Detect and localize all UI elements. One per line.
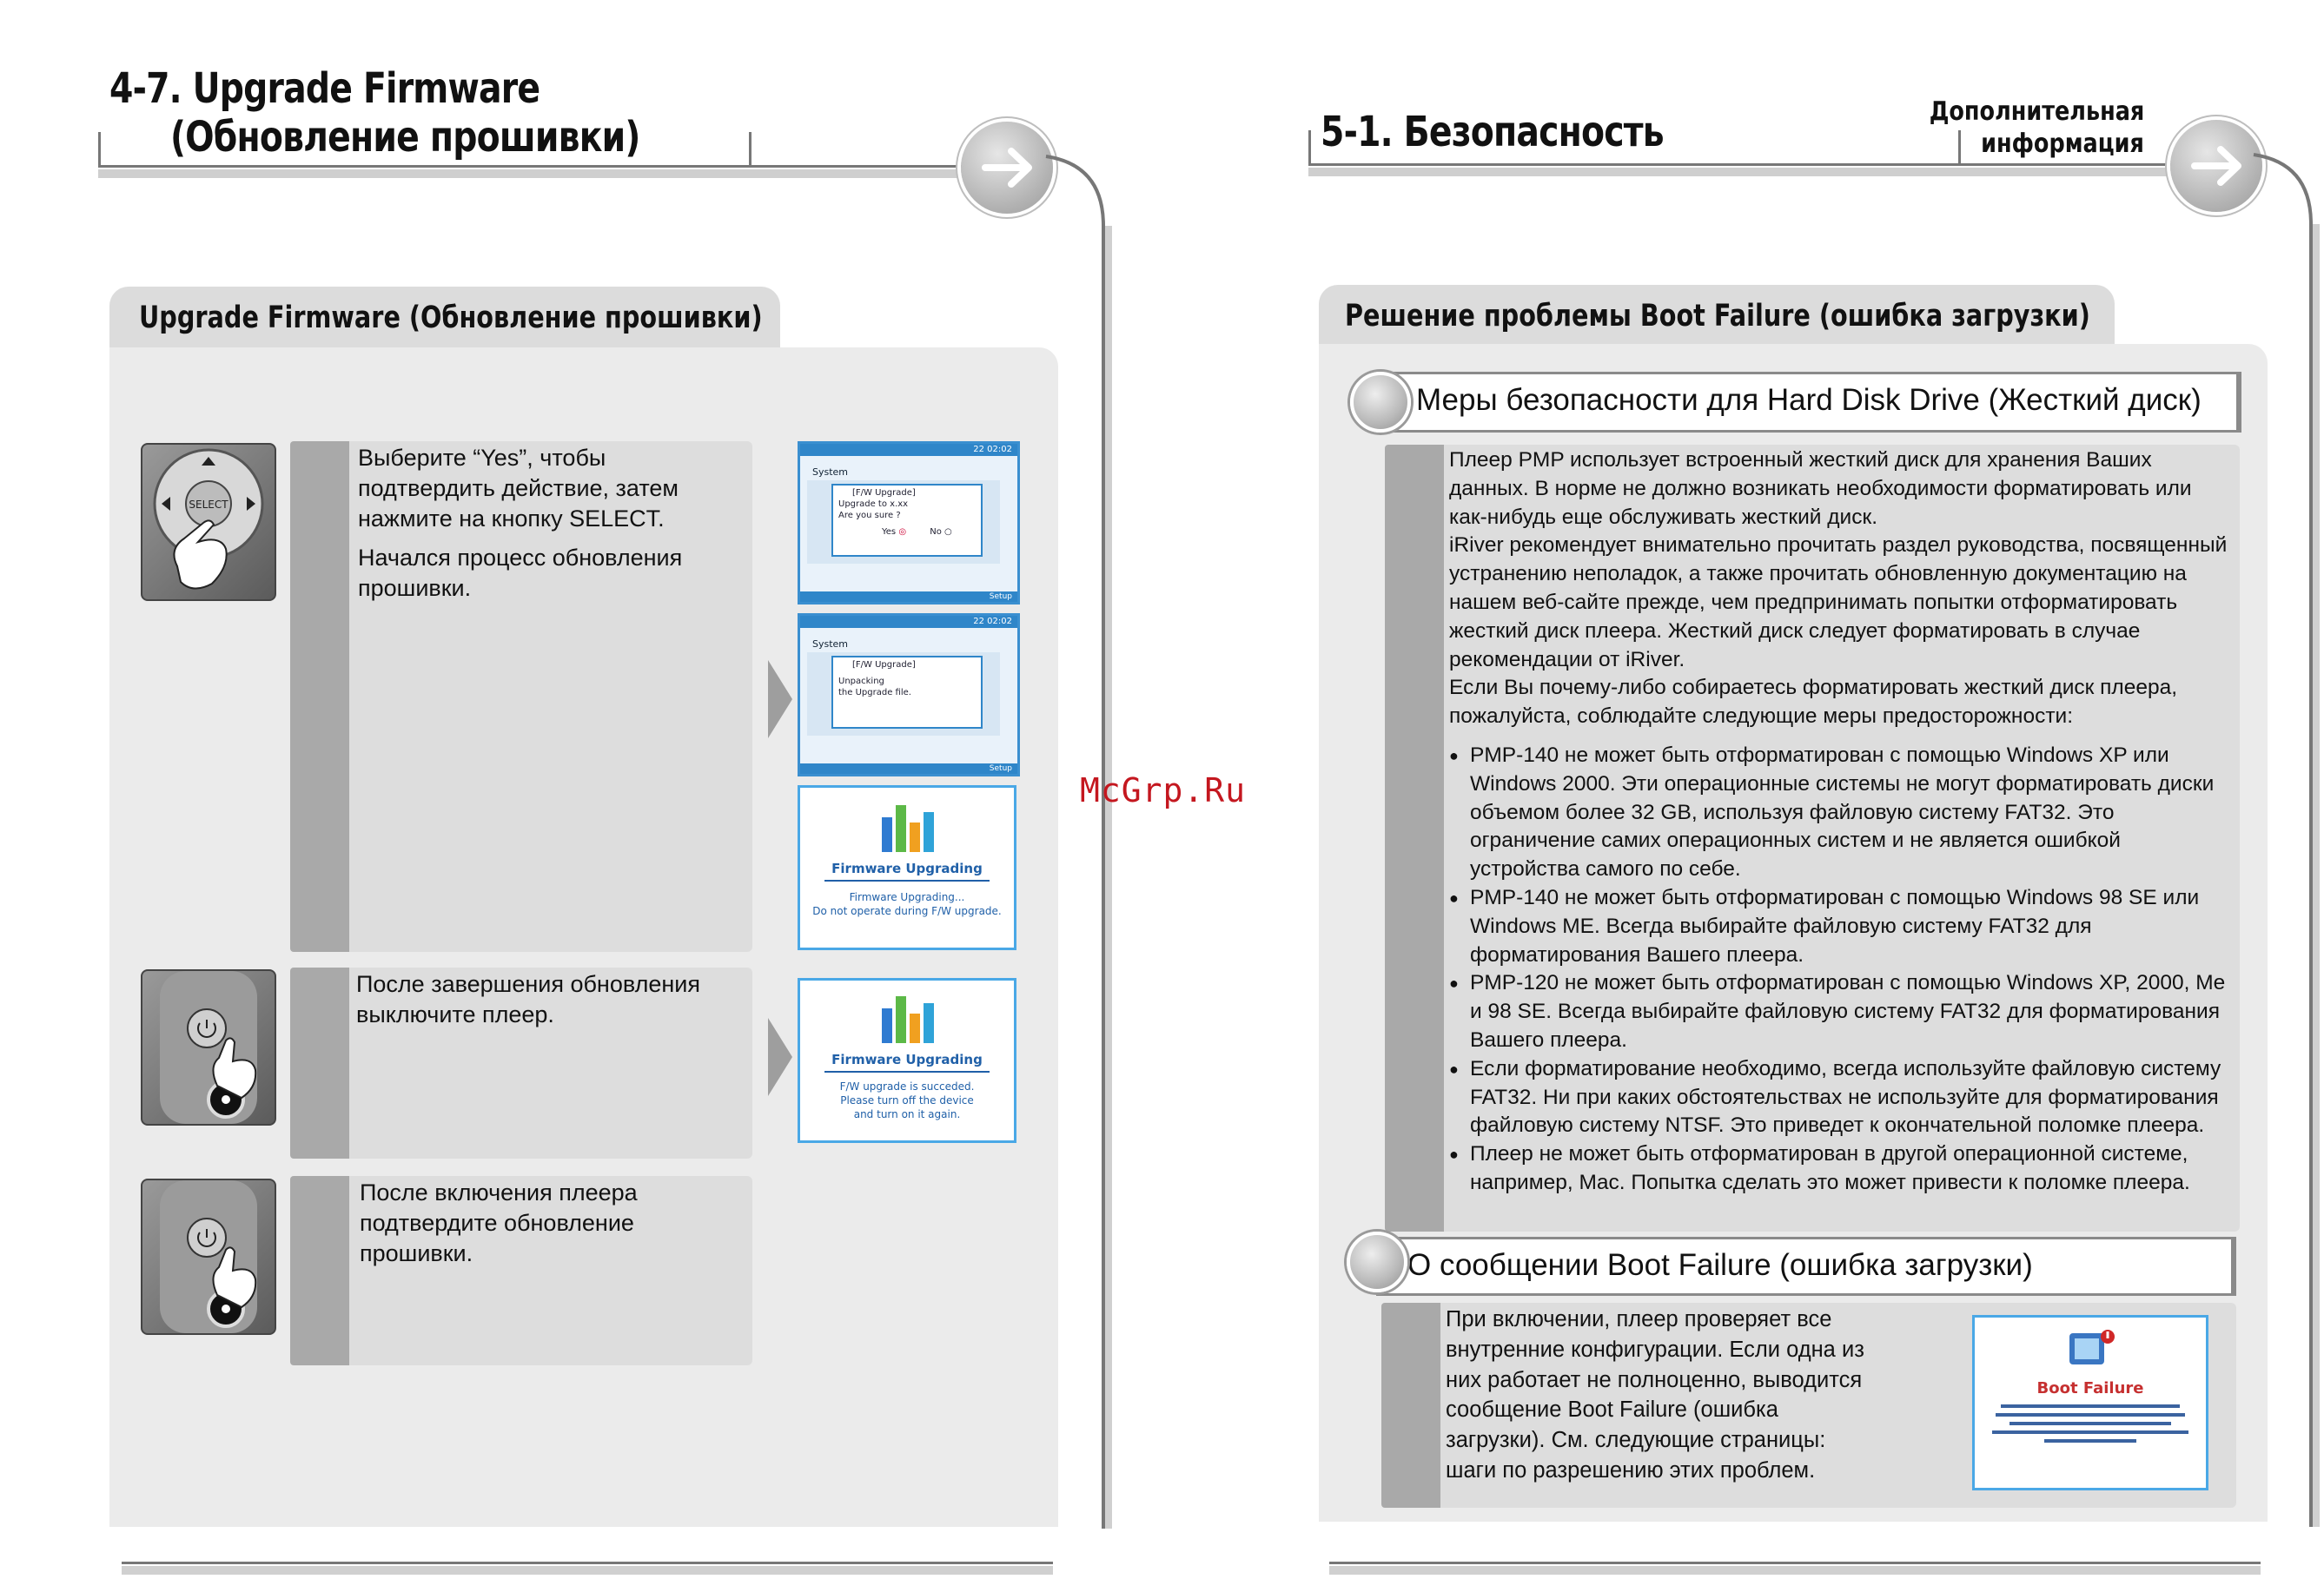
right-footer-rule [1329, 1562, 2261, 1564]
precautions-list [1449, 742, 2231, 1198]
step-3-strip [290, 1176, 349, 1365]
screen1-status: 22 02:02 [800, 444, 1017, 456]
left-header-tick-2 [749, 132, 751, 167]
left-page [0, 0, 1121, 1579]
section-1-para-2: iRiver рекомендует внимательно прочитать раздел руководства, посвященный устранению неполадок, а также прочитать обновленную документацию на нашем веб-сайте прежде, чем предпринимать попытки отформатировать жесткий диск плеера. Жесткий диск следует форматировать в случае рекомендации от iRiver. [1449, 533, 2228, 671]
step-1-text: Выберите “Yes”, чтобы подтвердить действие, затем нажмите на кнопку SELECT. [358, 445, 679, 532]
fw-success-screen [798, 978, 1016, 1143]
screen2-dialog-title: [F/W Upgrade] [852, 660, 916, 670]
step-2-box [290, 968, 752, 1159]
left-footer-shadow [122, 1566, 1053, 1575]
screen4-line1: F/W upgrade is succeded. [839, 1080, 975, 1093]
section-1-text [1449, 446, 2231, 1198]
right-page-title: 5-1. Безопасность [1321, 108, 1664, 156]
device-select-illustration [141, 443, 276, 601]
watermark: McGrp.Ru [1080, 771, 1247, 809]
bar-chart-icon-2 [877, 988, 937, 1048]
screen3-line1: Firmware Upgrading... [849, 891, 965, 903]
device-power-illustration [141, 969, 276, 1126]
fw-unpacking-screen [798, 613, 1020, 776]
screen2-line2: the Upgrade file. [838, 688, 911, 697]
left-header-rule [98, 165, 967, 168]
left-page-title-line2: (Обновление прошивки) [170, 113, 640, 162]
right-header-rule [1308, 163, 2177, 166]
warning-device-icon [2064, 1326, 2116, 1375]
section-2-strip [1381, 1303, 1440, 1508]
right-category-line1: Дополнительная [1929, 96, 2144, 127]
precaution-item: ● PMP-140 не может быть отформатирован с помощью Windows 98 SE или Windows ME. Всегда выбирайте файловую систему FAT32 для форматирования Вашего плеера. [1449, 884, 2231, 969]
right-footer-shadow [1329, 1566, 2261, 1575]
step-2-strip [290, 968, 349, 1159]
right-header-shadow [1308, 168, 2177, 176]
fw-upgrading-screen [798, 785, 1016, 950]
device-select-label: SELECT [189, 499, 228, 511]
screen1-footer: Setup [800, 591, 1017, 602]
screen2-footer: Setup [800, 763, 1017, 774]
screen1-menu-title: System [812, 466, 849, 478]
precaution-item: ● Плеер не может быть отформатирован в другой операционной системе, например, Mac. Попытка сделать это может привести к поломке плеера. [1449, 1140, 2231, 1198]
section-2-text: При включении, плеер проверяет все внутренние конфигурации. Если одна из них работает не полноценно, выводится сообщение Boot Failure (ошибка загрузки). См. следующие страницы: шаги по разрешению этих проблем. [1446, 1307, 1864, 1483]
screen1-line1: Upgrade to x.xx [838, 499, 909, 509]
section-2-box [1381, 1303, 2236, 1508]
right-category-line2: информация [1981, 129, 2144, 159]
left-panel-tab [109, 287, 780, 349]
step-1-box [290, 441, 752, 952]
section-2-bullet-icon [1347, 1232, 1407, 1292]
step-2-arrow-icon [768, 1018, 792, 1096]
screen1-no-option[interactable]: No [930, 527, 942, 537]
screen4-title: Firmware Upgrading [831, 1052, 983, 1067]
boot-failure-title: Boot Failure [2036, 1379, 2144, 1397]
screen2-line1: Unpacking [838, 677, 884, 686]
section-1-heading-bar [1381, 372, 2241, 433]
step-2-text: После завершения обновления выключите плеер. [356, 971, 700, 1027]
screen4-line3: and turn on it again. [853, 1108, 961, 1120]
fw-confirm-screen [798, 441, 1020, 605]
section-1-strip [1385, 445, 1444, 1232]
left-panel-title: Upgrade Firmware (Обновление прошивки) [139, 301, 763, 335]
step-3-text: После включения плеера подтвердите обновление прошивки. [360, 1179, 638, 1266]
right-header-tick [1308, 130, 1311, 165]
screen1-line2: Are you sure ? [838, 511, 901, 520]
screen4-line2: Please turn off the device [840, 1094, 974, 1107]
screen1-dialog: [F/W Upgrade] Upgrade to x.xx Are you sure ? Yes ◎ No ○ [831, 484, 983, 557]
screen2-dialog [831, 656, 983, 729]
precaution-item: ● Если форматирование необходимо, всегда используйте файловую систему FAT32. Ни при каких обстоятельствах не используйте для форматирования файловую систему NTSF. Это приведет к окончательной поломке плеера. [1449, 1055, 2231, 1140]
section-1-para-3: Если Вы почему-либо собираетесь форматировать жесткий диск плеера, пожалуйста, соблюдайте следующие меры предосторожности: [1449, 676, 2178, 729]
section-1-bullet-icon [1350, 372, 1411, 433]
step-1-strip [290, 441, 349, 952]
section-2-heading-bar [1376, 1237, 2236, 1296]
step-3-box [290, 1176, 752, 1365]
section-1-para-1: Плеер PMP использует встроенный жесткий диск для хранения Ваших данных. В норме не должно возникать необходимости форматировать или как-нибудь еще обслуживать жесткий диск. [1449, 448, 2192, 529]
screen3-title: Firmware Upgrading [831, 861, 983, 876]
right-page [1208, 0, 2324, 1579]
screen1-dialog-title: [F/W Upgrade] [852, 488, 916, 498]
step-1-text-2: Начался процесс обновления прошивки. [358, 545, 683, 601]
bar-chart-icon [877, 796, 937, 857]
precaution-item: ● PMP-140 не может быть отформатирован с помощью Windows XP или Windows 2000. Эти операционные системы не могут форматировать диски объемом более 32 GB, используя файловую систему FAT32. Это ограничение самих операционных систем и не является ошибкой устройства самого по себе. [1449, 742, 2231, 884]
screen1-yes-option[interactable]: Yes [882, 527, 897, 537]
screen3-line2: Do not operate during F/W upgrade. [812, 905, 1002, 917]
left-header-shadow [98, 169, 967, 178]
screen2-menu-title: System [812, 638, 849, 650]
left-footer-rule [122, 1562, 1053, 1564]
right-panel-title: Решение проблемы Boot Failure (ошибка загрузки) [1345, 299, 2090, 334]
right-panel-tab [1319, 285, 2115, 347]
screen2-status: 22 02:02 [800, 616, 1017, 628]
left-header-tick [98, 132, 101, 167]
section-2-heading: О сообщении Boot Failure (ошибка загрузки) [1407, 1248, 2033, 1282]
left-page-title-line1: 4-7. Upgrade Firmware [109, 64, 540, 113]
precaution-item: ● PMP-120 не может быть отформатирован с помощью Windows XP, 2000, Me и 98 SE. Всегда выбирайте файловую систему FAT32 для форматирования Вашего плеера. [1449, 969, 2231, 1054]
step-1-arrow-icon [768, 660, 792, 738]
right-header-tick-2 [1958, 130, 1961, 165]
device-power-illustration-2 [141, 1179, 276, 1335]
section-1-heading: Меры безопасности для Hard Disk Drive (Жесткий диск) [1416, 383, 2202, 417]
section-1-box [1385, 445, 2240, 1232]
boot-failure-screen [1972, 1315, 2208, 1490]
